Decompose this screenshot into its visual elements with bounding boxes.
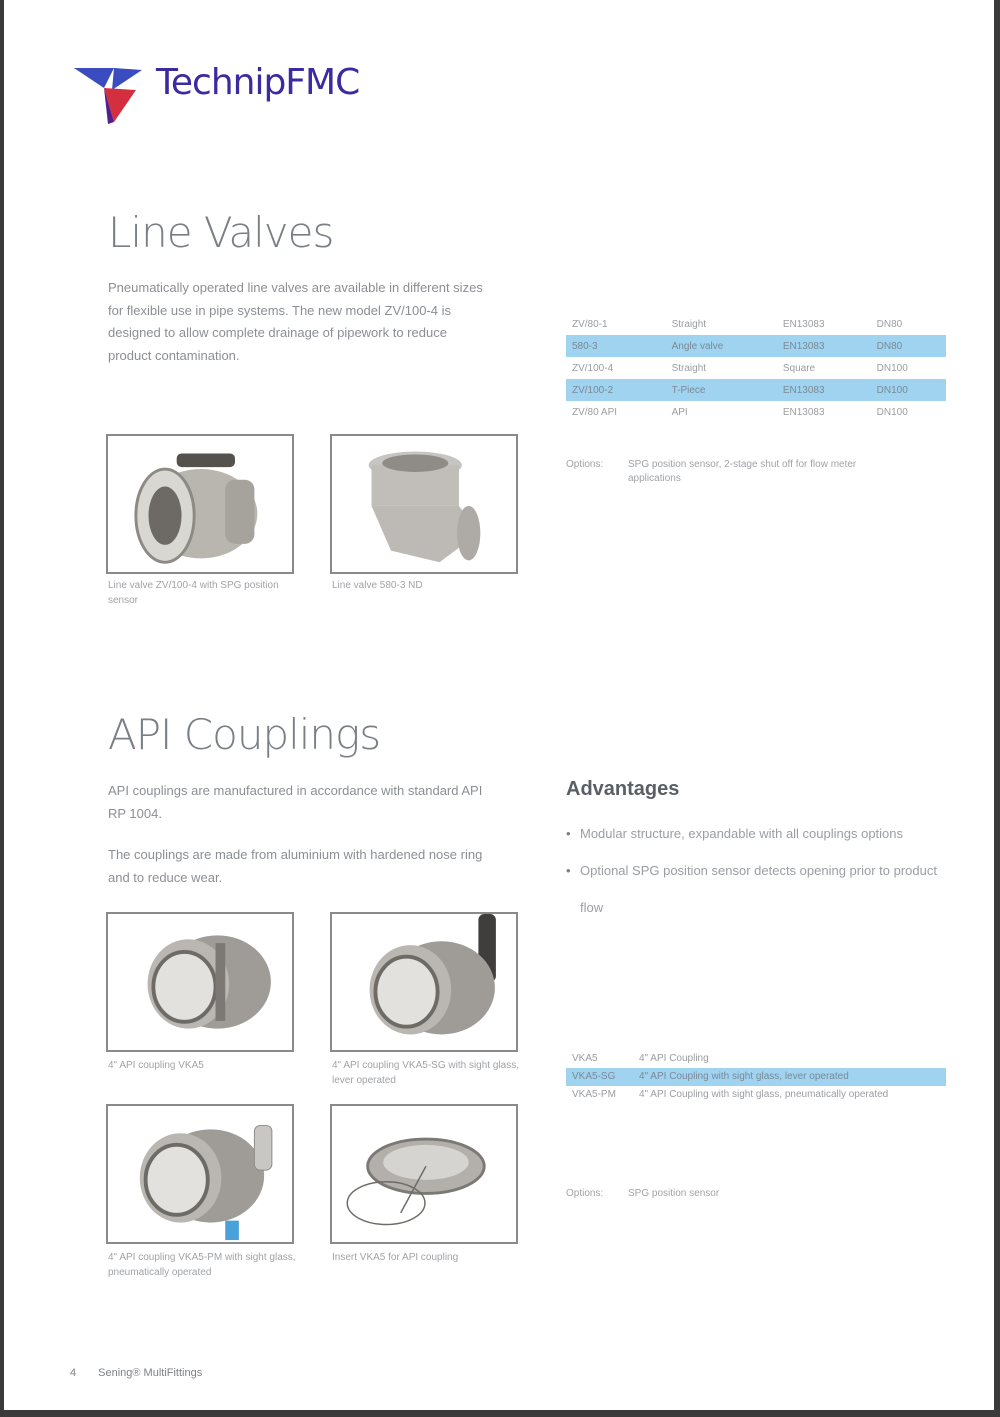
- line-valves-title: Line Valves: [108, 208, 334, 257]
- table-row: [566, 335, 946, 357]
- advantages-title: Advantages: [566, 778, 680, 800]
- table-cell: DN100: [871, 379, 946, 401]
- table-cell: DN100: [876, 406, 908, 418]
- api-couplings-paragraph-1: API couplings are manufactured in accordance with standard API RP 1004.: [108, 783, 483, 821]
- table-cell: Square: [782, 362, 816, 374]
- table-cell: EN13083: [782, 406, 825, 418]
- table-cell: ZV/100-4: [572, 362, 614, 374]
- table-cell: 4" API Coupling with sight glass, pneumatically operated: [638, 1089, 889, 1100]
- api-coupling-photo-2: [330, 912, 518, 1052]
- advantages-list: [566, 815, 941, 926]
- technipfmc-logo-icon: [74, 60, 146, 130]
- bullet-icon: •: [566, 863, 571, 878]
- table-cell: API: [671, 406, 688, 418]
- api-couplings-paragraph-2: The couplings are made from aluminium with hardened nose ring and to reduce wear.: [108, 847, 483, 885]
- table-cell: DN80: [871, 335, 946, 357]
- advantage-item: • Optional SPG position sensor detects opening prior to product flow: [566, 852, 941, 926]
- table-cell: 4" API Coupling with sight glass, lever operated: [633, 1068, 946, 1086]
- api-coupling-photo-1-caption: 4" API coupling VKA5: [108, 1060, 204, 1071]
- api-couplings-options: [566, 1187, 878, 1201]
- technipfmc-logo: [74, 60, 414, 130]
- table-row: [566, 357, 946, 379]
- table-row: [566, 401, 946, 423]
- table-cell: VKA5-SG: [566, 1068, 633, 1086]
- options-text: SPG position sensor: [628, 1188, 720, 1199]
- line-valves-options: [566, 458, 878, 486]
- table-cell: Angle valve: [666, 335, 777, 357]
- line-valve-image: [108, 436, 292, 572]
- api-coupling-photo-2-caption: 4" API coupling VKA5-SG with sight glass, lever operated: [332, 1060, 519, 1086]
- coupling-image: [108, 914, 292, 1050]
- table-cell: EN13083: [777, 335, 871, 357]
- page-footer: [70, 1367, 202, 1379]
- line-valve-photo-2: [330, 434, 518, 574]
- table-cell: 580-3: [566, 335, 666, 357]
- api-coupling-photo-4: [330, 1104, 518, 1244]
- table-row: [566, 379, 946, 401]
- table-row: [566, 313, 946, 335]
- table-cell: DN100: [876, 362, 908, 374]
- table-row: [566, 1050, 946, 1068]
- table-cell: EN13083: [777, 379, 871, 401]
- api-coupling-photo-4-caption: Insert VKA5 for API coupling: [332, 1252, 459, 1263]
- table-cell: ZV/80-1: [572, 318, 608, 330]
- api-couplings-spec-table: [566, 1050, 946, 1104]
- bullet-icon: •: [566, 826, 571, 841]
- table-cell: Straight: [671, 318, 707, 330]
- options-label: Options:: [566, 1188, 604, 1199]
- table-cell: VKA5: [572, 1053, 598, 1064]
- footer-text: Sening® MultiFittings: [98, 1367, 203, 1379]
- table-row: [566, 1068, 946, 1086]
- api-coupling-photo-3-caption: 4" API coupling VKA5-PM with sight glass, pneumatically operated: [108, 1252, 296, 1278]
- line-valve-photo-2-caption: Line valve 580-3 ND: [332, 580, 423, 591]
- table-cell: VKA5-PM: [572, 1089, 616, 1100]
- api-coupling-photo-1: [106, 912, 294, 1052]
- line-valves-description: Pneumatically operated line valves are available in different sizes for flexible use in pipe systems. The new model ZV/100-4 is designed to allow complete drainage of pipework to reduce product contamination.: [108, 280, 483, 363]
- brand-name: TechnipFMC: [156, 62, 360, 103]
- angle-valve-image: [332, 436, 516, 572]
- advantage-item: • Modular structure, expandable with all couplings options: [566, 815, 941, 852]
- table-cell: EN13083: [782, 318, 825, 330]
- options-label: Options:: [566, 459, 604, 470]
- table-cell: ZV/100-2: [566, 379, 666, 401]
- table-cell: DN80: [876, 318, 903, 330]
- line-valve-photo-1: [106, 434, 294, 574]
- table-cell: ZV/80 API: [572, 406, 618, 418]
- page-number: 4: [70, 1367, 77, 1379]
- line-valve-photo-1-caption: Line valve ZV/100-4 with SPG position sensor: [108, 580, 279, 606]
- coupling-lever-image: [332, 914, 516, 1050]
- line-valves-spec-table: [566, 313, 946, 423]
- table-cell: 4" API Coupling: [638, 1053, 709, 1064]
- api-couplings-title: API Couplings: [108, 710, 381, 759]
- table-cell: Straight: [671, 362, 707, 374]
- coupling-insert-image: [332, 1106, 516, 1242]
- api-coupling-photo-3: [106, 1104, 294, 1244]
- options-text: SPG position sensor, 2-stage shut off for flow meter applications: [628, 459, 857, 484]
- document-page: [4, 0, 994, 1410]
- coupling-pneumatic-image: [108, 1106, 292, 1242]
- table-cell: T-Piece: [666, 379, 777, 401]
- table-row: [566, 1086, 946, 1104]
